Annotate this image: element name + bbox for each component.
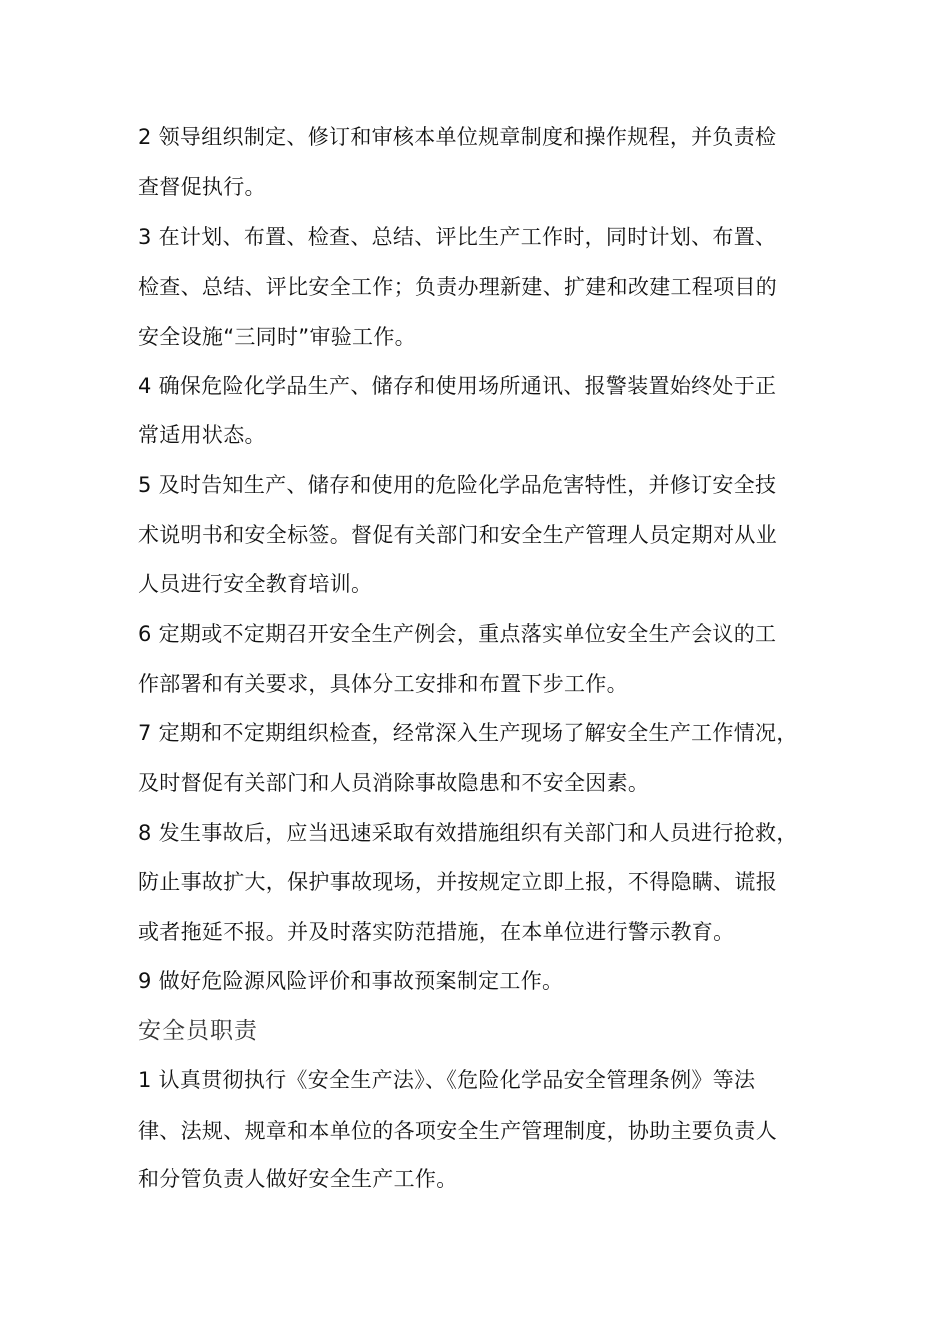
text-line: 6 定期或不定期召开安全生产例会，重点落实单位安全生产会议的工: [138, 622, 777, 646]
text-line: 检查、总结、评比安全工作；负责办理新建、扩建和改建工程项目的: [138, 275, 777, 299]
text-line: 和分管负责人做好安全生产工作。: [138, 1167, 458, 1191]
text-line: 查督促执行。: [138, 175, 266, 199]
text-line: 常适用状态。: [138, 423, 266, 447]
text-line: 或者拖延不报。并及时落实防范措施，在本单位进行警示教育。: [138, 920, 735, 944]
text-line: 人员进行安全教育培训。: [138, 572, 373, 596]
text-line: 8 发生事故后，应当迅速采取有效措施组织有关部门和人员进行抢救，: [138, 821, 798, 845]
text-line: 7 定期和不定期组织检查，经常深入生产现场了解安全生产工作情况，: [138, 721, 798, 745]
text-line: 防止事故扩大，保护事故现场，并按规定立即上报，不得隐瞒、谎报: [138, 870, 777, 894]
section-heading: 安全员职责: [138, 1018, 258, 1044]
text-line: 3 在计划、布置、检查、总结、评比生产工作时，同时计划、布置、: [138, 225, 777, 249]
text-line: 2 领导组织制定、修订和审核本单位规章制度和操作规程，并负责检: [138, 125, 777, 149]
text-line: 9 做好危险源风险评价和事故预案制定工作。: [138, 969, 564, 993]
text-line: 术说明书和安全标签。督促有关部门和安全生产管理人员定期对从业: [138, 523, 777, 547]
text-line: 1 认真贯彻执行《安全生产法》、《危险化学品安全管理条例》等法: [138, 1068, 756, 1092]
text-line: 5 及时告知生产、储存和使用的危险化学品危害特性，并修订安全技: [138, 473, 777, 497]
text-line: 安全设施“三同时”审验工作。: [138, 325, 416, 349]
text-line: 律、法规、规章和本单位的各项安全生产管理制度，协助主要负责人: [138, 1119, 777, 1143]
text-line: 作部署和有关要求，具体分工安排和布置下步工作。: [138, 672, 628, 696]
text-line: 4 确保危险化学品生产、储存和使用场所通讯、报警装置始终处于正: [138, 374, 777, 398]
text-line: 及时督促有关部门和人员消除事故隐患和不安全因素。: [138, 771, 650, 795]
